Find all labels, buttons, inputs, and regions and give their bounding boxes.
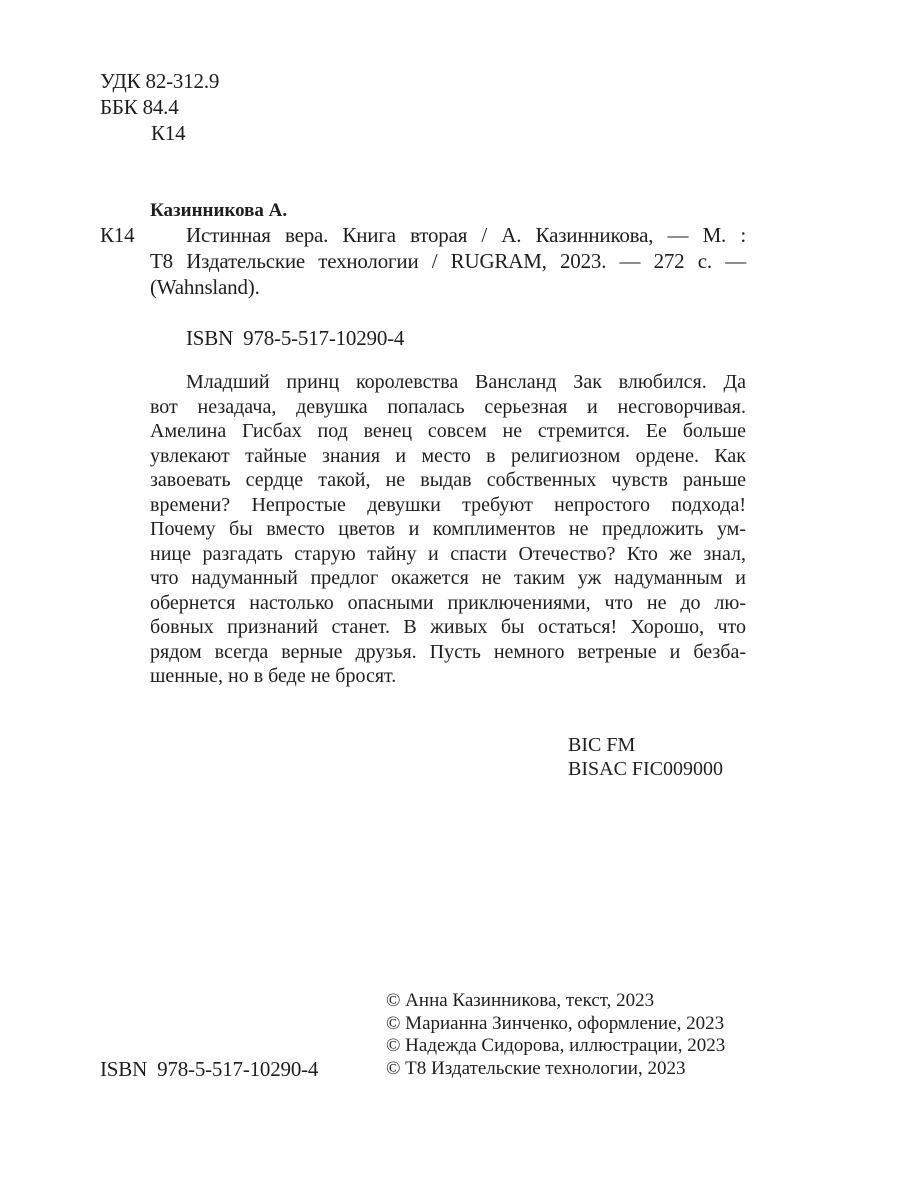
copyright-line: © Надежда Сидорова, иллюстрации, 2023 <box>386 1035 726 1056</box>
bibliographic-line-1: Истинная вера. Книга вторая / А. Казинникова, — М. : <box>186 223 746 247</box>
udk-code: УДК 82-312.9 <box>100 69 220 93</box>
copyright-line: © Т8 Издательские технологии, 2023 <box>386 1057 686 1079</box>
annotation-line: вот незадача, девушка попалась серьезная и несговорчивая. <box>150 395 746 418</box>
annotation-line: увлекают тайные знания и место в религиозном ордене. Как <box>150 444 746 467</box>
annotation-line: Почему бы вместо цветов и комплиментов не предложить ум- <box>150 518 746 540</box>
annotation-line: времени? Непростые девушки требуют непростого подхода! <box>150 493 746 516</box>
annotation-line: обернется настолько опасными приключениями, что не до лю- <box>150 591 746 614</box>
annotation-line: нице разгадать старую тайну и спасти Отечество? Кто же знал, <box>150 542 746 565</box>
copyright-line: © Марианна Зинченко, оформление, 2023 <box>386 1012 725 1034</box>
bibliographic-mark: К14 <box>100 223 135 247</box>
annotation-line: Младший принц королевства Вансланд Зак влюбился. Да <box>186 371 746 393</box>
annotation-line: завоевать сердце такой, не выдав собственных чувств раньше <box>150 469 746 491</box>
bisac-code: BISAC FIC009000 <box>568 758 724 780</box>
bbk-code: ББК 84.4 <box>100 95 179 119</box>
isbn-record: ISBN 978-5-517-10290-4 <box>186 326 405 350</box>
annotation <box>150 370 746 689</box>
bic-code: BIC FM <box>568 734 636 756</box>
copyright-line: © Анна Казинникова, текст, 2023 <box>386 990 655 1011</box>
copyright-list <box>386 990 725 1080</box>
bibliographic-line-2: Т8 Издательские технологии / RUGRAM, 2023. — 272 с. — <box>150 249 746 273</box>
footer-isbn: ISBN 978-5-517-10290-4 <box>100 1057 319 1081</box>
annotation-line: шенные, но в беде не бросят. <box>150 665 397 687</box>
annotation-line: рядом всегда верные друзья. Пусть немного ветреные и безба- <box>150 640 746 663</box>
bibliographic-line-3: (Wahnsland). <box>150 275 260 299</box>
author-mark: К14 <box>151 121 186 145</box>
annotation-line: что надуманный предлог окажется не таким уж надуманным и <box>150 567 746 589</box>
annotation-line: бовных признаний станет. В живых бы остаться! Хорошо, что <box>150 616 746 638</box>
annotation-line: Амелина Гисбах под венец совсем не стремится. Ее больше <box>150 420 746 442</box>
author-name: Казинникова А. <box>150 200 288 221</box>
